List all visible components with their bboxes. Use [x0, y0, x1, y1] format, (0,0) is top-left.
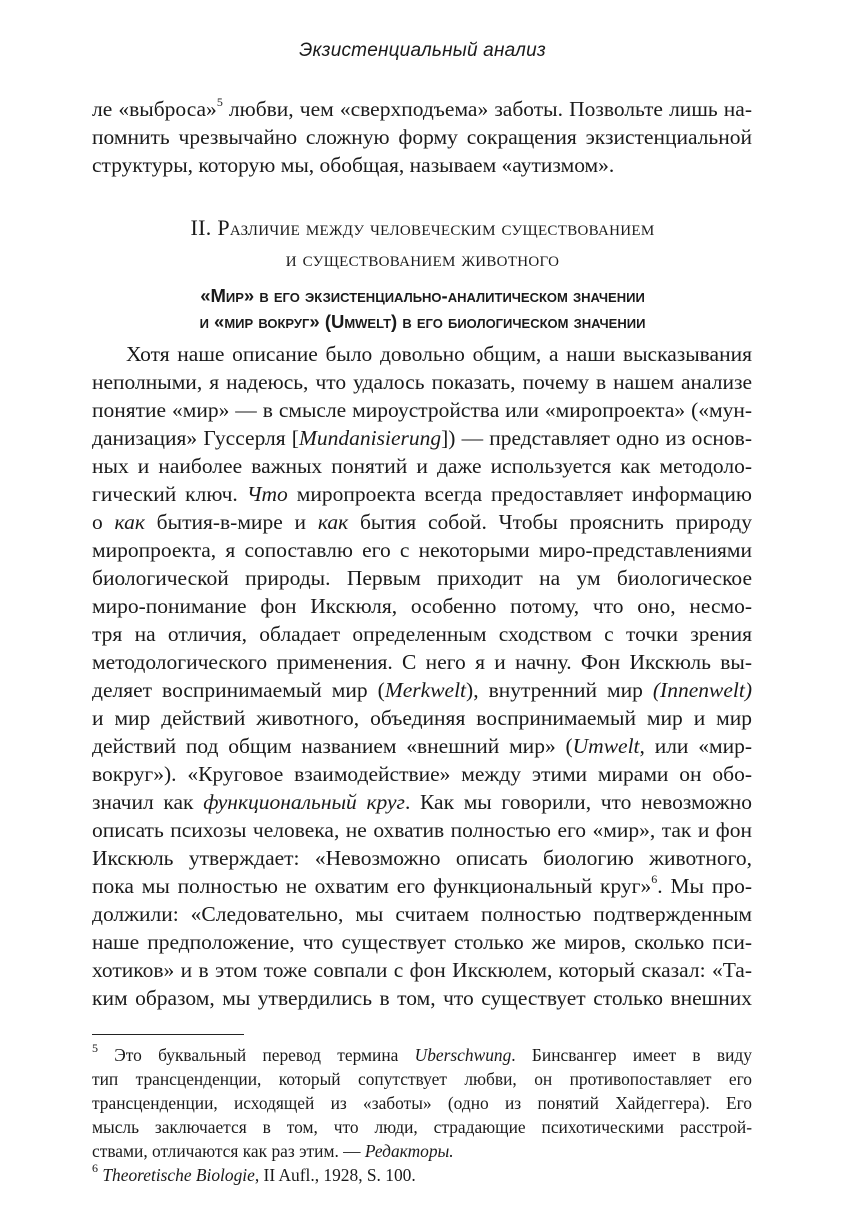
- intro-line-3: структуры, которую мы, обобщая, называем «аутизмом».: [92, 153, 615, 177]
- term-innenwelt: (Innenwelt): [652, 678, 752, 702]
- footnote-5-line: ствами, отличаются как раз этим. — Редакторы.: [92, 1141, 454, 1161]
- body-line: должили: «Следовательно, мы считаем полностью подтвержденным: [92, 902, 752, 926]
- body-line: действий под общим названием «внешний мир» (Umwelt, или «мир-: [92, 734, 752, 758]
- intro-line-2: помнить чрезвычайно сложную форму сокращения экзистенциальной: [92, 125, 752, 149]
- body-line: значил как функциональный круг. Как мы говорили, что невозможно: [92, 790, 752, 814]
- body-line: хотиков» и в этом тоже совпали с фон Икскюлем, который сказал: «Та-: [92, 958, 752, 982]
- footnote-ref-6[interactable]: 6: [651, 871, 658, 886]
- body-line: биологической природы. Первым приходит на ум биологическое: [92, 566, 752, 590]
- body-line: вокруг»). «Круговое взаимодействие» между этими мирами он обо-: [92, 762, 752, 786]
- intro-line-1: ле «выброса»$^5$ любви, чем «сверхподъема» заботы. Позвольте лишь на-: [92, 94, 752, 121]
- body-line: деляет воспринимаемый мир (Merkwelt), внутренний мир (Innenwelt): [92, 678, 752, 702]
- footnote-5-line: $^5$ Это буквальный перевод термина Uberschwung. Бинсвангер имеет в виду: [92, 1041, 752, 1065]
- running-head: Экзистенциальный анализ: [299, 40, 546, 61]
- term-mundanisierung: Mundanisierung: [298, 426, 442, 450]
- section-heading-line-2: и существованием животного: [285, 246, 560, 271]
- footnote-separator: [92, 1034, 244, 1035]
- footnote-5-line: тип трансценденции, который сопутствует любви, он противопоставляет его: [92, 1069, 752, 1089]
- body-line: методологического применения. С него я и начну. Фон Икскюль вы-: [92, 650, 752, 674]
- footnote-5-line: трансценденции, исходящей из «заботы» (одно из понятий Хайдеггера). Его: [92, 1093, 752, 1113]
- subheading-line-1: «Мир» в его экзистенциально-аналитическом значении: [200, 285, 645, 306]
- body-line: ных и наиболее важных понятий и даже используется как методоло-: [92, 454, 752, 478]
- body-line: наше предположение, что существует столько же миров, сколько пси-: [92, 930, 752, 954]
- footnote-6-line: $^6$ Theoretische Biologie, II Aufl., 1928, S. 100.: [92, 1161, 416, 1185]
- term-umwelt: Umwelt: [572, 734, 640, 758]
- body-line: тря на отличия, обладает определенным сходством с точки зрения: [92, 622, 752, 646]
- body-line: пока мы полностью не охватим его функциональный круг»$^6$. Мы про-: [92, 871, 752, 898]
- footnote-5-line: мысль заключается в том, что люди, страдающие психотическими расстрой-: [92, 1117, 752, 1137]
- body-line: миро-понимание фон Икскюля, особенно потому, что оно, несмо-: [92, 594, 752, 618]
- intro-text: ле «выброса»: [92, 97, 217, 121]
- subheading-line-2: и «мир вокруг» (Umwelt) в его биологическом значении: [199, 311, 646, 332]
- section-heading-line-1: II. Различие между человеческим существованием: [190, 215, 655, 240]
- body-line: данизация» Гуссерля [Mundanisierung]) — представляет одно из основ-: [92, 426, 752, 450]
- body-line: описать психозы человека, не охватив полностью его «мир», так и фон: [92, 818, 752, 842]
- body-line: понятие «мир» — в смысле мироустройства или «миропроекта» («мун-: [92, 398, 752, 422]
- body-line: миропроекта, я сопоставлю его с некоторыми миро-представлениями: [92, 538, 752, 562]
- body-line: Икскюль утверждает: «Невозможно описать биологию животного,: [92, 846, 752, 870]
- body-line: гический ключ. Что миропроекта всегда предоставляет информацию: [92, 482, 752, 506]
- body-line: Хотя наше описание было довольно общим, а наши высказывания: [126, 342, 752, 366]
- body-line: ким образом, мы утвердились в том, что существует столько внешних: [92, 986, 752, 1010]
- body-line: о как бытия-в-мире и как бытия собой. Чтобы прояснить природу: [92, 510, 752, 534]
- term-merkwelt: Merkwelt: [384, 678, 467, 702]
- body-line: неполными, я надеюсь, что удалось показать, почему в нашем анализе: [92, 370, 752, 394]
- footnote-ref-5[interactable]: 5: [216, 94, 223, 109]
- body-line: и мир действий животного, объединяя воспринимаемый мир и мир: [92, 706, 752, 730]
